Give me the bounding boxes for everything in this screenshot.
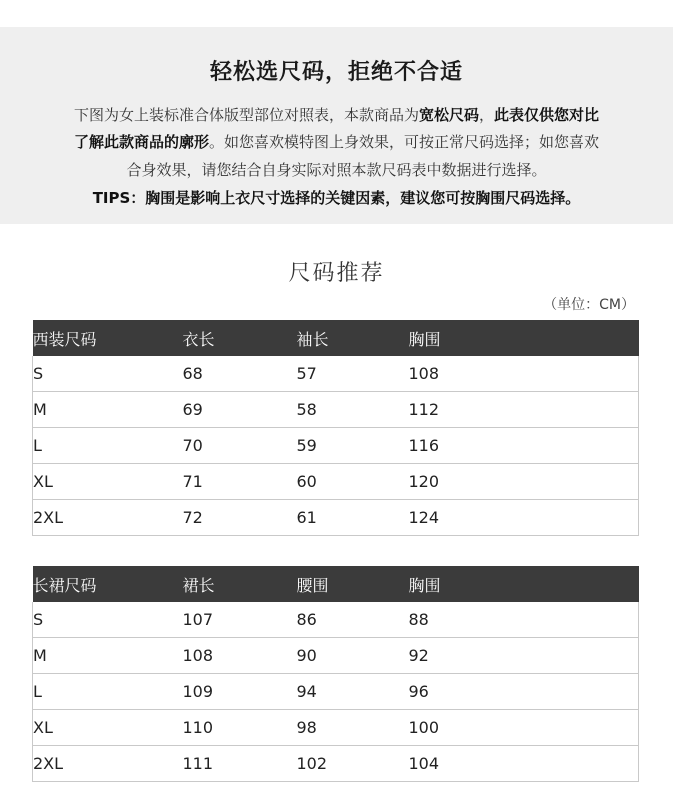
unit-label: （单位：CM） (543, 297, 635, 313)
size-cell: S (33, 356, 183, 392)
column-header: 西装尺码 (32, 329, 97, 349)
value-cell: 120 (409, 464, 639, 500)
table-row (33, 674, 639, 710)
value-cell: 107 (183, 602, 297, 638)
column-header: 衣长 (182, 329, 215, 349)
section-title: 尺码推荐 (288, 261, 385, 286)
value-cell: 57 (297, 356, 409, 392)
description-emphasis: 宽松尺码 (418, 106, 479, 124)
size-cell: S (33, 602, 183, 638)
value-cell: 102 (297, 746, 409, 782)
headline: 轻松选尺码，拒绝不合适 (209, 60, 463, 85)
column-header: 袖长 (296, 329, 329, 349)
value-cell: 116 (409, 428, 639, 464)
table-row (33, 746, 639, 782)
value-cell: 90 (297, 638, 409, 674)
description-text: ， (479, 106, 495, 124)
description-line-1 (0, 104, 673, 125)
description-line-3: 合身效果，请您结合自身实际对照本款尺码表中数据进行选择。 (126, 161, 547, 179)
value-cell: 108 (409, 356, 639, 392)
table-row (33, 602, 639, 638)
table-row (33, 710, 639, 746)
tips-line: TIPS：胸围是影响上衣尺寸选择的关键因素，建议您可按胸围尺码选择。 (92, 189, 581, 207)
table-row (33, 428, 639, 464)
column-header: 胸围 (408, 329, 441, 349)
description-text: 。如您喜欢模特图上身效果，可按正常尺码选择；如您喜欢 (209, 133, 600, 151)
value-cell: 70 (183, 428, 297, 464)
table-row (33, 500, 639, 536)
description-emphasis: 了解此款商品的廓形 (73, 133, 209, 151)
size-cell: 2XL (33, 746, 183, 782)
value-cell: 109 (183, 674, 297, 710)
value-cell: 72 (183, 500, 297, 536)
value-cell: 96 (409, 674, 639, 710)
value-cell: 59 (297, 428, 409, 464)
size-cell: M (33, 392, 183, 428)
table-row (33, 356, 639, 392)
size-cell: L (33, 428, 183, 464)
table-row (33, 392, 639, 428)
value-cell: 69 (183, 392, 297, 428)
description-line-2 (0, 131, 673, 152)
column-header: 腰围 (296, 575, 329, 595)
value-cell: 94 (297, 674, 409, 710)
table-row (33, 638, 639, 674)
value-cell: 68 (183, 356, 297, 392)
value-cell: 98 (297, 710, 409, 746)
value-cell: 88 (409, 602, 639, 638)
value-cell: 71 (183, 464, 297, 500)
value-cell: 104 (409, 746, 639, 782)
table-row (33, 464, 639, 500)
suit-size-table (32, 320, 639, 536)
value-cell: 60 (297, 464, 409, 500)
size-cell: 2XL (33, 500, 183, 536)
column-header: 胸围 (408, 575, 441, 595)
value-cell: 112 (409, 392, 639, 428)
value-cell: 108 (183, 638, 297, 674)
column-header: 长裙尺码 (32, 575, 97, 595)
value-cell: 86 (297, 602, 409, 638)
value-cell: 58 (297, 392, 409, 428)
value-cell: 61 (297, 500, 409, 536)
description-emphasis: 此表仅供您对比 (494, 106, 600, 124)
column-header: 裙长 (182, 575, 215, 595)
table-header-row (33, 566, 639, 602)
skirt-size-table (32, 566, 639, 782)
size-cell: L (33, 674, 183, 710)
value-cell: 100 (409, 710, 639, 746)
value-cell: 110 (183, 710, 297, 746)
size-cell: XL (33, 710, 183, 746)
value-cell: 111 (183, 746, 297, 782)
size-cell: XL (33, 464, 183, 500)
table-header-row (33, 320, 639, 356)
size-cell: M (33, 638, 183, 674)
value-cell: 92 (409, 638, 639, 674)
value-cell: 124 (409, 500, 639, 536)
description-text: 下图为女上装标准合体版型部位对照表，本款商品为 (73, 106, 419, 124)
